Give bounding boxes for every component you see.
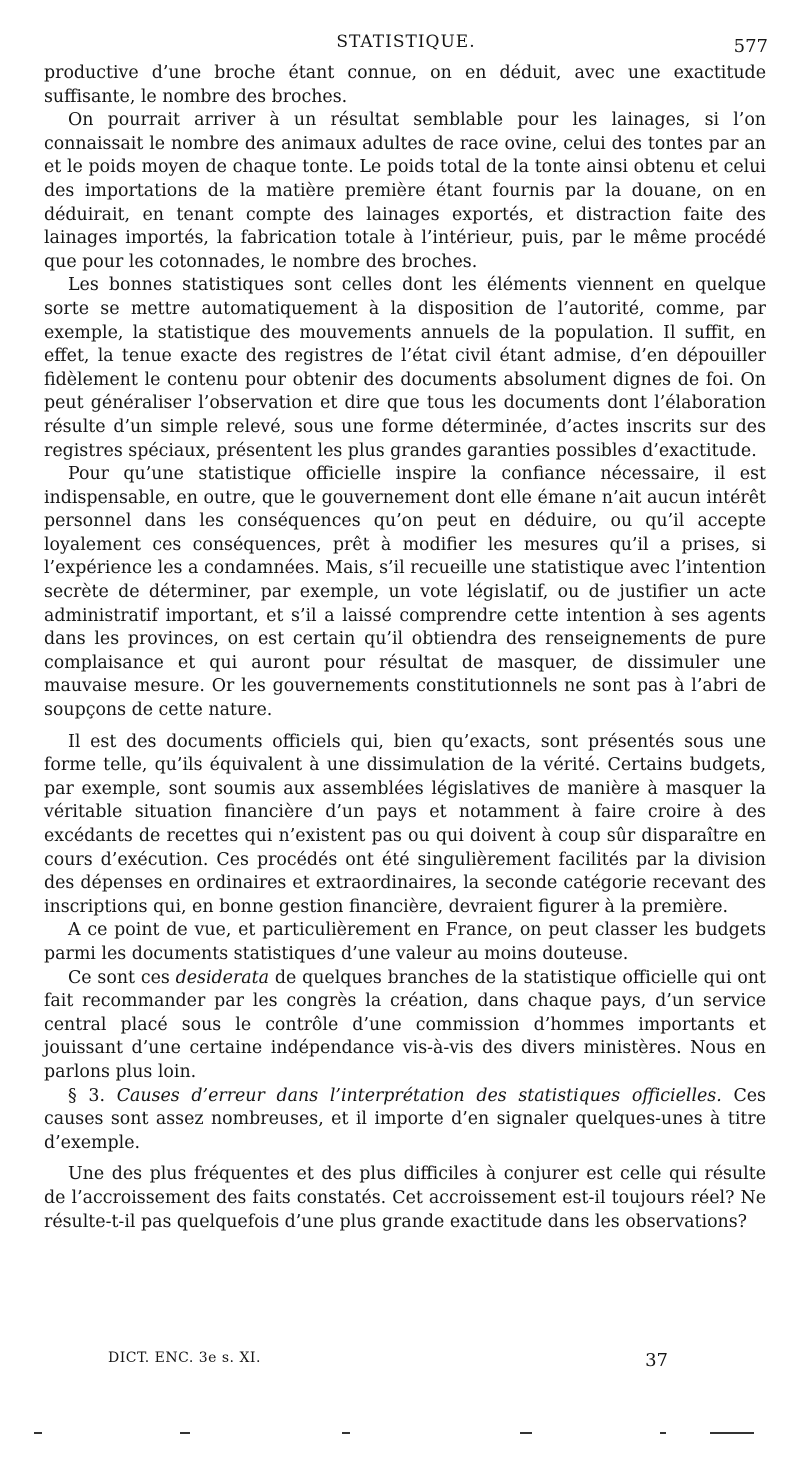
paragraph-desiderata bbox=[44, 967, 766, 1085]
printer-signature: DICT. ENC. 3e s. XI. bbox=[108, 1350, 261, 1366]
body-text bbox=[44, 62, 766, 1234]
paragraph: A ce point de vue, et particulièrement en France, on peut classer les budgets parmi les documents statistiques d’une valeur au moins douteuse. bbox=[44, 920, 766, 964]
italic-term: desiderata bbox=[175, 967, 269, 988]
scan-mark bbox=[180, 1432, 190, 1434]
paragraph: Une des plus fréquentes et des plus difficiles à conjurer est celle qui résulte de l’accroissement des faits constatés. Cet accroissement est-il toujours réel? Ne résulte-t-il pas quelquefois d’une plus grande exactitude dans les observations? bbox=[44, 1164, 766, 1232]
page-footer bbox=[108, 1350, 668, 1376]
section-mark: § 3. bbox=[68, 1085, 117, 1106]
page-number: 577 bbox=[733, 36, 768, 57]
scan-mark bbox=[660, 1432, 666, 1434]
page-header bbox=[44, 32, 768, 62]
paragraph: Les bonnes statistiques sont celles dont les éléments viennent en quelque sorte se mettre automatiquement à la disposition de l’autorité, comme, par exemple, la statistique des mouvements annuels de la population. Il suffit, en effet, la tenue exacte des registres de l’état civil étant admise, d’en dépouiller fidèlement le contenu pour obtenir des documents absolument dignes de foi. On peut généraliser l’observation et dire que tous les documents dont l’élaboration résulte d’un simple relevé, sous une forme déterminée, d’actes inscrits sur des registres spéciaux, présentent les plus grandes garanties possibles d’exactitude. bbox=[44, 275, 766, 461]
section-heading-paragraph bbox=[44, 1085, 766, 1156]
scan-mark bbox=[710, 1432, 754, 1434]
paragraph: Il est des documents officiels qui, bien qu’exacts, sont présentés sous une forme telle, qu’ils équivalent à une dissimulation de la vérité. Certains budgets, par exemple, sont soumis aux assemblées législatives de manière à masquer la véritable situation financière d’un pays et notamment à faire croire à des excédants de recettes qui n’existent pas ou qui doivent à coup sûr disparaître en cours d’exécution. Ces procédés ont été singulièrement facilités par la division des dépenses en ordinaires et extraordinaires, la seconde catégorie recevant des inscriptions qui, en bonne gestion financière, devraient figurer à la première. bbox=[44, 731, 766, 917]
text-run: de quelques branches de la statistique officielle qui ont fait recommander par les congrès la création, dans chaque pays, d’un service central placé sous le contrôle d’une commission d’hommes importants et jouissant d’une certaine indépendance vis-à-vis des divers ministères. Nous en parlons plus loin. bbox=[44, 967, 766, 1082]
text-run: Ce sont ces bbox=[68, 967, 176, 988]
scan-mark bbox=[520, 1432, 532, 1434]
scan-mark bbox=[342, 1432, 350, 1434]
scan-edge-marks bbox=[30, 1432, 770, 1436]
sheet-number: 37 bbox=[645, 1350, 668, 1371]
running-title: STATISTIQUE. bbox=[336, 32, 476, 52]
paragraph-continued: productive d’une broche étant connue, on en déduit, avec une exactitude suffisante, le nombre des broches. bbox=[44, 63, 766, 107]
paragraph: On pourrait arriver à un résultat semblable pour les lainages, si l’on connaissait le nombre des animaux adultes de race ovine, celui des tontes par an et le poids moyen de chaque tonte. Le poids total de la tonte ainsi obtenu et celui des importations de la matière première étant fournis par la douane, on en déduirait, en tenant compte des lainages exportés, et distraction faite des lainages importés, la fabrication totale à l’intérieur, puis, par le même procédé que pour les cotonnades, le nombre des broches. bbox=[44, 110, 766, 272]
scan-mark bbox=[34, 1432, 42, 1434]
text-run: Ces causes sont assez nombreuses, et il importe d’en signaler quelques-unes à titre d’exemple. bbox=[44, 1085, 766, 1153]
section-title: Causes d’erreur dans l’interprétation des statistiques officielles. bbox=[116, 1085, 722, 1106]
paragraph: Pour qu’une statistique officielle inspire la confiance nécessaire, il est indispensable, en outre, que le gouvernement dont elle émane n’ait aucun intérêt personnel dans les conséquences qu’on peut en déduire, ou qu’il accepte loyalement ces conséquences, prêt à modifier les mesures qu’il a prises, si l’expérience les a condamnées. Mais, s’il recueille une statistique avec l’intention secrète de déterminer, par exemple, un vote législatif, ou de justifier un acte administratif important, et s’il a laissé comprendre cette intention à ses agents dans les provinces, on est certain qu’il obtiendra des renseignements de pure complaisance et qui auront pour résultat de masquer, de dissimuler une mauvaise mesure. Or les gouvernements constitutionnels ne sont pas à l’abri de soupçons de cette nature. bbox=[44, 464, 766, 721]
